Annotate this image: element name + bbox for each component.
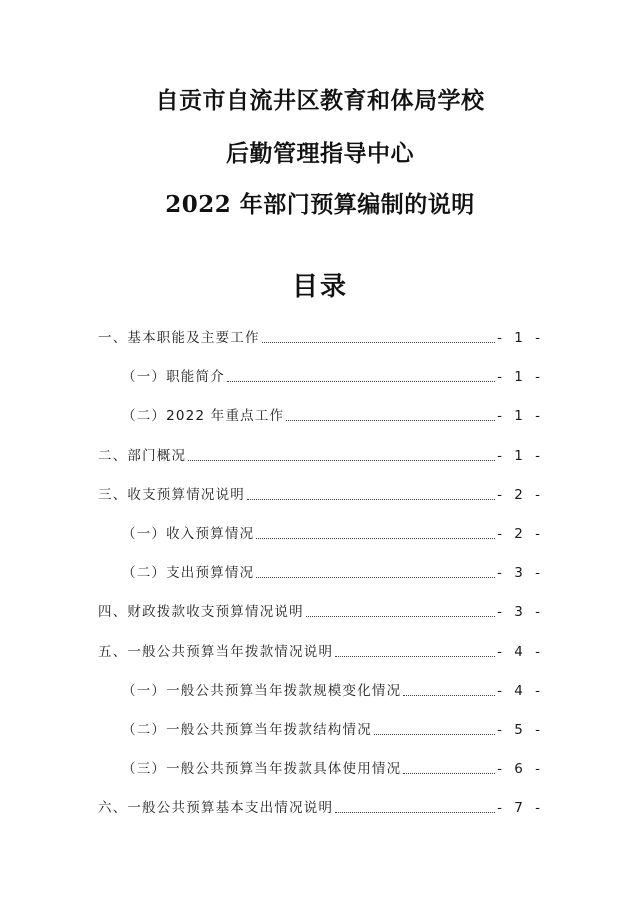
toc-dot-leader [262, 341, 495, 343]
toc-entry-text: 二、部门概况 [98, 447, 187, 464]
toc-dot-leader [374, 733, 495, 735]
toc-entry[interactable] [98, 598, 544, 622]
toc-entry-page-number: - 1 - [497, 330, 544, 346]
toc-entry[interactable] [122, 559, 544, 583]
document-title-line-3: 2022 年部门预算编制的说明 [165, 191, 475, 218]
toc-entry-text: （二）2022 年重点工作 [122, 408, 285, 425]
toc-entry-text: 一、基本职能及主要工作 [98, 330, 260, 346]
document-title-line-1: 自贡市自流井区教育和体局学校 [155, 87, 485, 114]
toc-dot-leader [335, 655, 495, 657]
toc-entry-text: （三）一般公共预算当年拨款具体使用情况 [122, 761, 402, 778]
toc-dot-leader [256, 576, 495, 578]
toc-entry[interactable] [122, 402, 544, 426]
toc-entry[interactable] [98, 481, 544, 505]
toc-entry-page-number: - 1 - [497, 408, 544, 425]
toc-entry-page-number: - 1 - [497, 369, 544, 386]
toc-entry-page-number: - 3 - [497, 604, 544, 621]
toc-entry-page-number: - 5 - [497, 722, 544, 738]
toc-entry[interactable] [98, 638, 544, 662]
toc-entry[interactable] [122, 677, 544, 701]
toc-entry-text: 六、一般公共预算基本支出情况说明 [98, 800, 334, 817]
toc-dot-leader [247, 498, 495, 500]
toc-entry[interactable] [122, 520, 544, 544]
toc-entry[interactable] [98, 324, 544, 348]
toc-heading: 目录 [291, 272, 348, 302]
toc-entry[interactable] [122, 755, 544, 779]
toc-entry[interactable] [98, 794, 544, 818]
toc-entry[interactable] [122, 716, 544, 740]
toc-entry-page-number: - 7 - [497, 800, 544, 817]
toc-entry-page-number: - 3 - [497, 565, 544, 582]
toc-entry[interactable] [98, 442, 544, 466]
toc-entry-page-number: - 1 - [497, 447, 544, 464]
toc-entry-text: （一）职能简介 [122, 369, 225, 386]
toc-dot-leader [403, 694, 495, 696]
toc-entry[interactable] [122, 363, 544, 387]
toc-dot-leader [227, 380, 495, 382]
toc-dot-leader [306, 615, 495, 617]
toc-entry-page-number: - 6 - [497, 761, 544, 778]
toc-entry-text: 五、一般公共预算当年拨款情况说明 [98, 643, 334, 660]
toc-entry-text: （二）一般公共预算当年拨款结构情况 [122, 722, 372, 738]
toc-entry-text: （一）收入预算情况 [122, 526, 255, 542]
toc-dot-leader [403, 772, 495, 774]
toc-entry-page-number: - 2 - [497, 526, 544, 542]
toc-entry-page-number: - 2 - [497, 486, 544, 503]
toc-entry-page-number: - 4 - [497, 682, 544, 699]
toc-dot-leader [188, 459, 495, 461]
toc-entry-page-number: - 4 - [497, 643, 544, 660]
toc-dot-leader [256, 537, 495, 539]
toc-entry-text: 三、收支预算情况说明 [98, 486, 245, 503]
document-title-line-2: 后勤管理指导中心 [226, 140, 414, 167]
toc-entry-text: （二）支出预算情况 [122, 565, 255, 582]
toc-entry-text: （一）一般公共预算当年拨款规模变化情况 [122, 682, 402, 699]
toc-dot-leader [286, 419, 495, 421]
toc-entry-text: 四、财政拨款收支预算情况说明 [98, 604, 304, 621]
toc-dot-leader [335, 811, 495, 813]
